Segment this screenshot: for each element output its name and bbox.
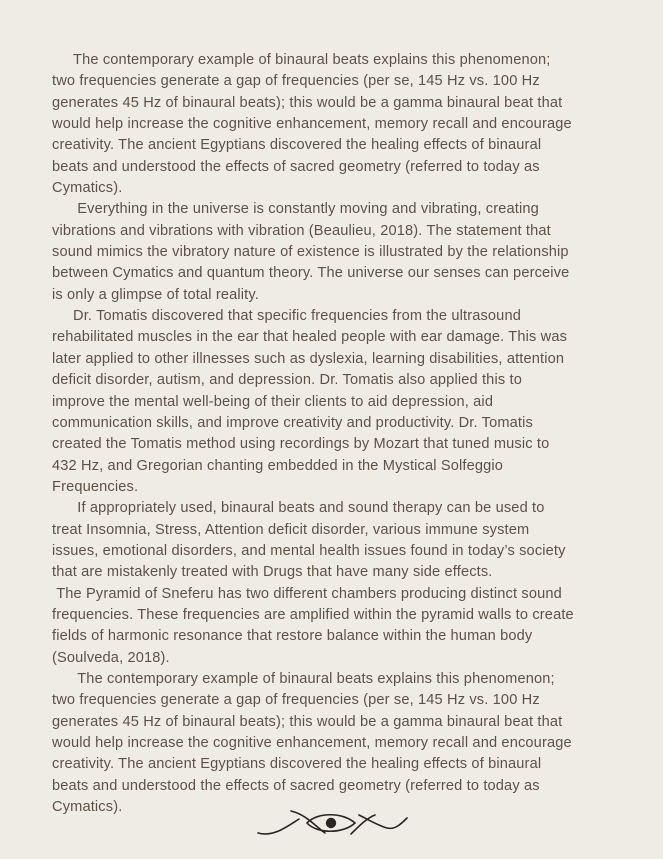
- text-line: [52, 135, 620, 156]
- paragraph-indent: [52, 500, 77, 516]
- text-line: [52, 327, 620, 348]
- text-line: [52, 392, 620, 413]
- text-line: [52, 456, 620, 477]
- line-text: would help increase the cognitive enhancement, memory recall and encourage: [52, 116, 572, 133]
- text-line: [52, 584, 620, 605]
- paragraph-indent: [52, 308, 73, 324]
- line-text: generates 45 Hz of binaural beats); this would be a gamma binaural beat that: [52, 713, 563, 730]
- line-text: frequencies. These frequencies are amplified within the pyramid walls to create: [52, 606, 574, 623]
- text-line: [52, 520, 620, 541]
- line-text: improve the mental well-being of their clients to aid depression, aid: [52, 393, 494, 410]
- line-text: creativity. The ancient Egyptians discovered the healing effects of binaural: [52, 756, 542, 773]
- paragraph: [52, 584, 620, 669]
- line-text: beats and understood the effects of sacred geometry (referred to today as: [52, 777, 540, 794]
- paragraph-indent: [52, 201, 77, 217]
- paragraph-indent: [52, 52, 73, 68]
- line-text: later applied to other illnesses such as dyslexia, learning disabilities, attention: [52, 350, 565, 367]
- line-text: two frequencies generate a gap of frequencies (per se, 145 Hz vs. 100 Hz: [52, 73, 540, 90]
- line-text: is only a glimpse of total reality.: [52, 286, 259, 303]
- text-line: [52, 626, 620, 647]
- line-text: 432 Hz, and Gregorian chanting embedded in the Mystical Solfeggio: [52, 457, 504, 474]
- line-text: rehabilitated muscles in the ear that healed people with ear damage. This was: [52, 329, 568, 346]
- line-text: generates 45 Hz of binaural beats); this would be a gamma binaural beat that: [52, 94, 563, 111]
- text-line: [52, 370, 620, 391]
- line-text: deficit disorder, autism, and depression. Dr. Tomatis also applied this to: [52, 372, 522, 389]
- paragraph: [52, 498, 620, 583]
- text-line: [52, 413, 620, 434]
- line-text: The contemporary example of binaural beats explains this phenomenon;: [73, 52, 551, 68]
- text-line: [52, 285, 620, 306]
- text-line: [52, 754, 620, 775]
- line-text: treat Insomnia, Stress, Attention deficit disorder, various immune system: [52, 521, 530, 538]
- text-line: [52, 114, 620, 135]
- line-text: Dr. Tomatis discovered that specific frequencies from the ultrasound: [73, 308, 521, 325]
- line-text: If appropriately used, binaural beats and sound therapy can be used to: [77, 500, 545, 517]
- line-text: Cymatics).: [52, 180, 123, 197]
- line-text: Frequencies.: [52, 478, 139, 495]
- text-line: [52, 306, 620, 327]
- text-line: [52, 93, 620, 114]
- line-text: vibrations and vibrations with vibration (Beaulieu, 2018). The statement that: [52, 222, 551, 239]
- text-line: [52, 178, 620, 199]
- text-line: [52, 733, 620, 754]
- text-line: [52, 263, 620, 284]
- text-line: [52, 776, 620, 797]
- line-text: The Pyramid of Sneferu has two different chambers producing distinct sound: [56, 585, 562, 602]
- text-line: [52, 71, 620, 92]
- eye-flourish-icon: [255, 806, 410, 842]
- text-line: [52, 50, 620, 71]
- line-text: that are mistakenly treated with Drugs that have many side effects.: [52, 564, 493, 581]
- line-text: two frequencies generate a gap of frequencies (per se, 145 Hz vs. 100 Hz: [52, 692, 540, 709]
- text-line: [52, 498, 620, 519]
- line-text: creativity. The ancient Egyptians discovered the healing effects of binaural: [52, 137, 542, 154]
- line-text: beats and understood the effects of sacred geometry (referred to today as: [52, 158, 540, 175]
- line-text: fields of harmonic resonance that restore balance within the human body: [52, 628, 533, 645]
- paragraph: [52, 199, 620, 306]
- line-text: created the Tomatis method using recordings by Mozart that tuned music to: [52, 436, 550, 453]
- text-line: [52, 605, 620, 626]
- text-line: [52, 157, 620, 178]
- text-line: [52, 669, 620, 690]
- line-text: Everything in the universe is constantly moving and vibrating, creating: [77, 201, 539, 218]
- text-line: [52, 221, 620, 242]
- body-text: [52, 50, 620, 818]
- paragraph: [52, 306, 620, 498]
- line-text: would help increase the cognitive enhancement, memory recall and encourage: [52, 735, 572, 751]
- paragraph: [52, 669, 620, 818]
- line-text: communication skills, and improve creativity and productivity. Dr. Tomatis: [52, 414, 533, 431]
- line-text: Cymatics).: [52, 799, 123, 816]
- line-text: between Cymatics and quantum theory. The universe our senses can perceive: [52, 265, 570, 282]
- text-line: [52, 712, 620, 733]
- text-line: [52, 199, 620, 220]
- line-text: issues, emotional disorders, and mental health issues found in today’s society: [52, 542, 566, 559]
- paragraph-indent: [52, 671, 77, 687]
- text-line: [52, 648, 620, 669]
- text-line: [52, 690, 620, 711]
- text-line: [52, 477, 620, 498]
- text-line: [52, 541, 620, 562]
- line-text: sound mimics the vibratory nature of existence is illustrated by the relationship: [52, 244, 569, 261]
- line-text: (Soulveda, 2018).: [52, 649, 170, 666]
- text-line: [52, 349, 620, 370]
- text-line: [52, 562, 620, 583]
- text-line: [52, 242, 620, 263]
- line-text: The contemporary example of binaural beats explains this phenomenon;: [77, 670, 555, 687]
- text-line: [52, 434, 620, 455]
- paragraph: [52, 50, 620, 199]
